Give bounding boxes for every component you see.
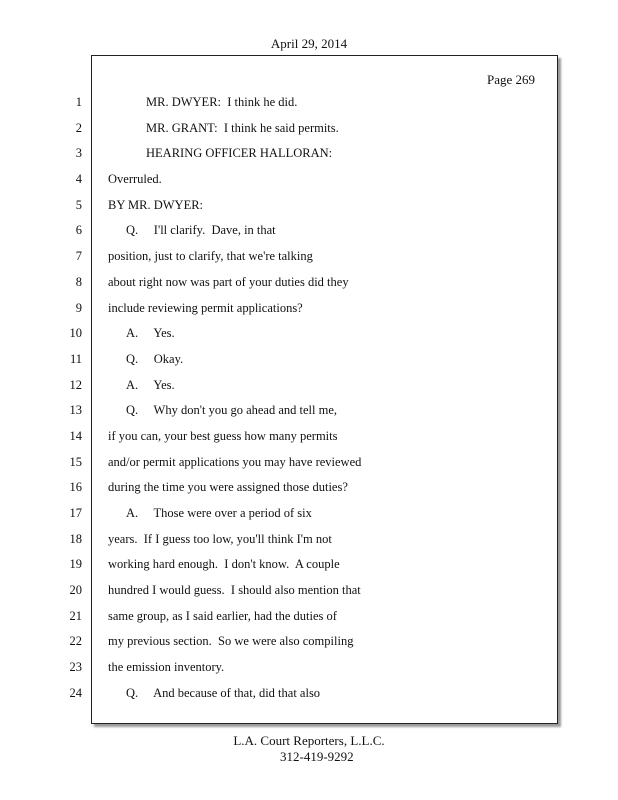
line-text: Q. Okay. <box>126 351 184 366</box>
line-text: A. Yes. <box>126 326 175 341</box>
transcript-line <box>0 500 618 526</box>
transcript-line <box>0 140 618 166</box>
line-number: 24 <box>69 685 82 700</box>
line-text: A. Yes. <box>126 377 175 392</box>
transcript-line <box>0 577 618 603</box>
transcript-line <box>0 449 618 475</box>
line-text: MR. GRANT: I think he said permits. <box>146 120 339 135</box>
line-number: 9 <box>75 300 82 315</box>
line-text: Q. I'll clarify. Dave, in that <box>126 223 276 238</box>
transcript-line <box>0 269 618 295</box>
line-number: 7 <box>75 249 82 264</box>
line-text: during the time you were assigned those duties? <box>108 480 348 495</box>
transcript-line <box>0 192 618 218</box>
transcript-line <box>0 346 618 372</box>
transcript-line <box>0 474 618 500</box>
line-text: include reviewing permit applications? <box>108 300 303 315</box>
line-text: HEARING OFFICER HALLORAN: <box>146 146 333 161</box>
transcript-line <box>0 295 618 321</box>
line-number: 6 <box>75 223 82 238</box>
transcript-line <box>0 680 618 706</box>
line-number: 12 <box>69 377 82 392</box>
line-text: about right now was part of your duties did they <box>108 274 349 289</box>
line-number: 13 <box>69 403 82 418</box>
line-number: 15 <box>69 454 82 469</box>
transcript-line <box>0 372 618 398</box>
transcript-line <box>0 166 618 192</box>
line-number: 20 <box>69 583 82 598</box>
line-text: Overruled. <box>108 172 162 187</box>
transcript-line <box>0 551 618 577</box>
reporter-phone: 312-419-9292 <box>280 749 354 764</box>
page-number: Page 269 <box>487 72 536 87</box>
transcript-line <box>0 89 618 115</box>
transcript-line <box>0 654 618 680</box>
line-text: A. Those were over a period of six <box>126 506 312 520</box>
line-number: 22 <box>69 634 82 649</box>
transcript-line <box>0 243 618 269</box>
line-text: BY MR. DWYER: <box>108 197 204 212</box>
line-text: the emission inventory. <box>108 660 225 675</box>
line-number: 8 <box>75 274 82 289</box>
line-number: 17 <box>69 506 82 520</box>
transcript-line <box>0 603 618 629</box>
line-number: 21 <box>69 608 82 623</box>
line-number: 16 <box>69 480 82 495</box>
line-text: same group, as I said earlier, had the duties of <box>108 608 337 623</box>
line-text: Q. And because of that, did that also <box>126 685 321 700</box>
line-number: 14 <box>69 428 82 443</box>
line-text: and/or permit applications you may have reviewed <box>108 454 362 469</box>
transcript-date: April 29, 2014 <box>270 36 348 51</box>
line-text: hundred I would guess. I should also mention that <box>108 583 361 598</box>
reporter-company: L.A. Court Reporters, L.L.C. <box>233 733 385 748</box>
line-text: working hard enough. I don't know. A couple <box>108 557 340 572</box>
line-number: 10 <box>69 326 82 341</box>
line-text: years. If I guess too low, you'll think I'm not <box>108 531 332 546</box>
line-text: Q. Why don't you go ahead and tell me, <box>126 403 338 418</box>
line-number: 18 <box>69 531 82 546</box>
transcript-line <box>0 526 618 552</box>
line-number: 3 <box>75 146 82 161</box>
transcript-line <box>0 423 618 449</box>
line-text: position, just to clarify, that we're talking <box>108 249 313 264</box>
line-number: 1 <box>75 95 82 109</box>
line-number: 19 <box>69 557 82 572</box>
line-number: 2 <box>75 120 82 135</box>
line-number: 4 <box>75 172 82 187</box>
transcript-line <box>0 397 618 423</box>
transcript-line <box>0 217 618 243</box>
transcript-line <box>0 115 618 141</box>
line-number: 23 <box>69 660 82 675</box>
transcript-line <box>0 628 618 654</box>
line-number: 11 <box>69 351 82 366</box>
transcript-line <box>0 320 618 346</box>
line-text: MR. DWYER: I think he did. <box>146 95 298 109</box>
line-number: 5 <box>75 197 82 212</box>
transcript-lines <box>0 89 618 706</box>
line-text: my previous section. So we were also compiling <box>108 634 354 649</box>
line-text: if you can, your best guess how many permits <box>108 428 338 443</box>
